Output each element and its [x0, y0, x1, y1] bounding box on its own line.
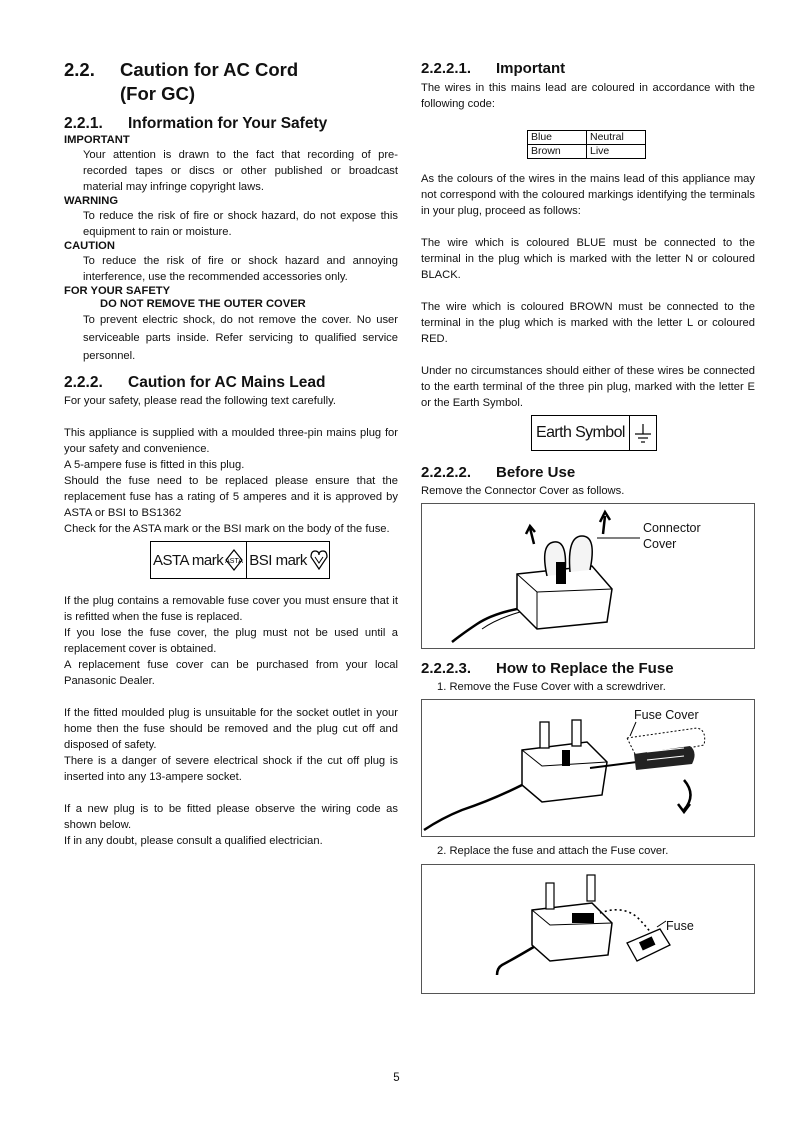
check-mark-text: Check for the ASTA mark or the BSI mark on the body of the fuse.: [64, 523, 390, 535]
colours-text: As the colours of the wires in the mains lead of this appliance may not correspond with the coloured markings identifying the terminals in your plug, proceed as follows:: [421, 173, 755, 217]
remove-connector-text: Remove the Connector Cover as follows.: [421, 485, 625, 497]
table-cell: Live: [587, 145, 646, 159]
outer-cover-label: DO NOT REMOVE THE OUTER COVER: [100, 298, 306, 310]
table-row: [528, 131, 646, 145]
earth-symbol-label: Earth Symbol: [536, 424, 625, 441]
unsuitable-plug-text: If the fitted moulded plug is unsuitable for the socket outlet in your home then the fuse should be removed and the plug cut off and disposed of safety.: [64, 707, 398, 751]
dealer-text: A replacement fuse cover can be purchased from your local Panasonic Dealer.: [64, 659, 398, 687]
fuse-cover-label: Fuse Cover: [634, 708, 699, 722]
page-number: 5: [393, 1072, 400, 1084]
earth-symbol-figure: [421, 411, 755, 455]
bsi-kitemark-icon: [309, 549, 329, 571]
new-plug-text: If a new plug is to be fitted please observe the wiring code as shown below.: [64, 803, 398, 831]
caution-label: CAUTION: [64, 240, 115, 252]
fuse-5a-text: A 5-ampere fuse is fitted in this plug.: [64, 459, 245, 471]
section-2-2-2-heading: 2.2.2. Caution for AC Mains Lead: [64, 374, 326, 391]
caution-text: To reduce the risk of fire or shock hazard and annoying interference, use the recommended accessories only.: [83, 255, 398, 283]
fuse-replace-figure: [421, 864, 755, 994]
fuse-cover-figure: [421, 699, 755, 837]
fuse-label: Fuse: [666, 919, 694, 933]
step-2-text: 2. Replace the fuse and attach the Fuse cover.: [437, 845, 669, 857]
table-cell: Brown: [528, 145, 587, 159]
asta-mark-label: ASTA mark: [153, 551, 224, 569]
important-text: Your attention is drawn to the fact that recording of pre-recorded tapes or discs or other published or broadcast material may infringe copyright laws.: [83, 149, 398, 193]
section-2-2-2-1-heading: 2.2.2.1. Important: [421, 60, 566, 77]
section-2-2-1-heading: 2.2.1. Information for Your Safety: [64, 115, 328, 132]
asta-mark-icon: [225, 549, 243, 571]
replace-fuse-text: Should the fuse need to be replaced please ensure that the replacement fuse has a rating of 5 amperes and it is approved by ASTA or BSI to BS1362: [64, 475, 398, 519]
important-label: IMPORTANT: [64, 134, 130, 146]
warning-label: WARNING: [64, 195, 119, 207]
supplied-text: This appliance is supplied with a moulded three-pin mains plug for your safety and convenience.: [64, 427, 398, 455]
table-cell: Blue: [528, 131, 587, 145]
svg-text:ASTA: ASTA: [225, 558, 244, 565]
table-row: [528, 145, 646, 159]
left-column: [64, 58, 398, 849]
step-1-text: 1. Remove the Fuse Cover with a screwdriver.: [437, 681, 666, 693]
section-2-2-2-3-heading: 2.2.2.3. How to Replace the Fuse: [421, 660, 674, 677]
section-2-2-2-2-heading: 2.2.2.2. Before Use: [421, 464, 576, 481]
section-2-2-heading: 2.2. Caution for AC Cord (For GC): [64, 59, 299, 104]
lose-cover-text: If you lose the fuse cover, the plug must not be used until a replacement cover is obtained.: [64, 627, 398, 655]
earth-ground-icon: [630, 420, 656, 446]
shock-danger-text: There is a danger of severe electrical shock if the cut off plug is inserted into any 13-ampere socket.: [64, 755, 398, 783]
electrician-text: If in any doubt, please consult a qualified electrician.: [64, 835, 323, 847]
fuse-marks: [64, 537, 398, 583]
earth-symbol-box: [531, 415, 657, 451]
read-carefully-text: For your safety, please read the following text carefully.: [64, 395, 336, 407]
fuse-insertion-illustration: [422, 865, 756, 993]
brown-wire-text: The wire which is coloured BROWN must be connected to the terminal in the plug which is marked with the letter L or coloured RED.: [421, 301, 755, 345]
earth-warning-text: Under no circumstances should either of these wires be connected to the earth terminal of the three pin plug, marked with the letter E or the Earth Symbol.: [421, 365, 755, 409]
warning-text: To reduce the risk of fire or shock hazard, do not expose this equipment to rain or moisture.: [83, 210, 398, 238]
plug-connector-illustration: [422, 504, 756, 648]
outer-cover-text: To prevent electric shock, do not remove the cover. No user serviceable parts inside. Refer servicing to qualified service personnel.: [83, 314, 398, 362]
fuse-marks-box: [150, 541, 330, 579]
blue-wire-text: The wire which is coloured BLUE must be connected to the terminal in the plug which is marked with the letter N or coloured BLACK.: [421, 237, 755, 281]
connector-cover-label: Connector Cover: [643, 521, 701, 551]
wires-code-text: The wires in this mains lead are coloured in accordance with the following code:: [421, 82, 755, 110]
screwdriver-plug-illustration: [422, 700, 756, 836]
safety-label: FOR YOUR SAFETY: [64, 285, 171, 297]
bsi-mark-label: BSI mark: [249, 551, 307, 569]
removable-cover-text: If the plug contains a removable fuse cover you must ensure that it is refitted when the fuse is replaced.: [64, 595, 398, 623]
table-cell: Neutral: [587, 131, 646, 145]
connector-cover-figure: [421, 503, 755, 649]
wiring-code-table: [527, 130, 646, 159]
right-column: [421, 58, 755, 994]
